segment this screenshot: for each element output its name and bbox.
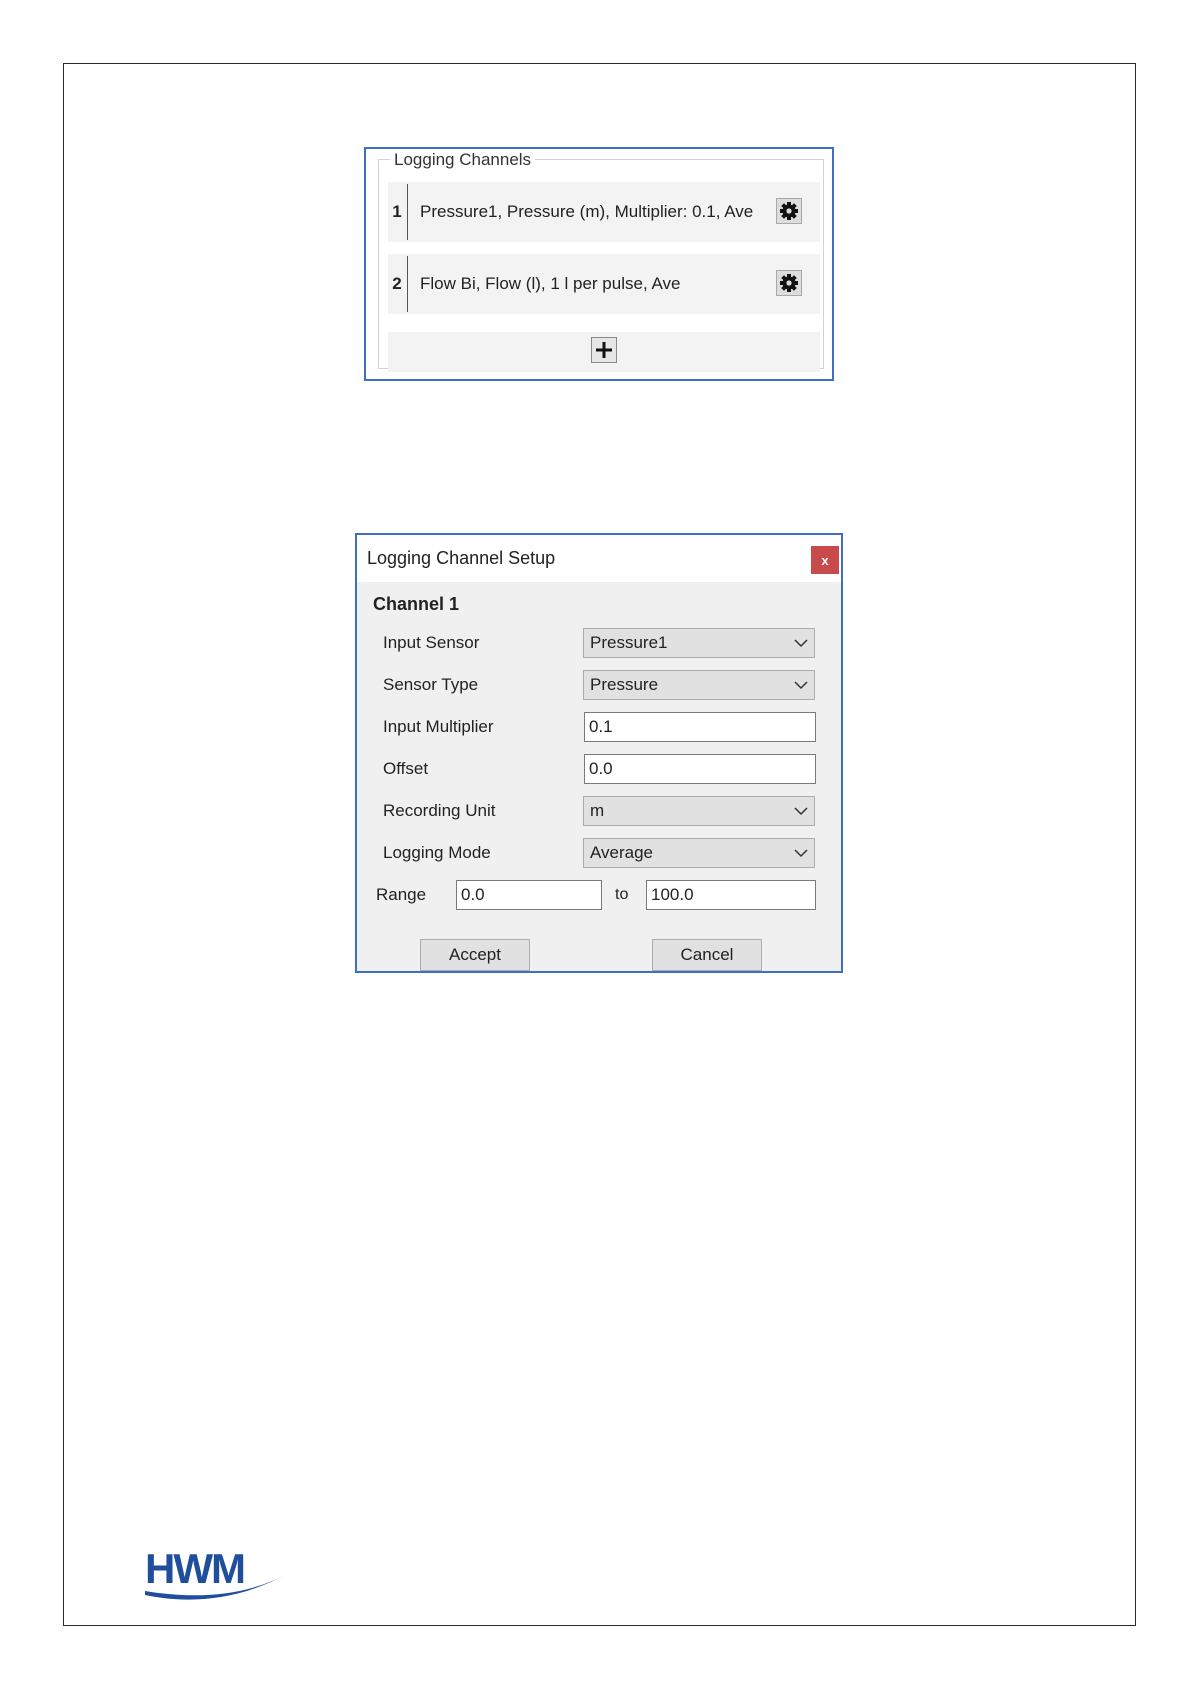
channel-row-2[interactable] bbox=[388, 254, 820, 314]
chevron-down-icon bbox=[794, 679, 808, 691]
gear-icon bbox=[779, 273, 799, 293]
logging-channel-setup-dialog bbox=[355, 533, 843, 973]
recording-unit-label: Recording Unit bbox=[383, 801, 496, 820]
channel-settings-button[interactable] bbox=[776, 198, 802, 224]
channel-description: Pressure1, Pressure (m), Multiplier: 0.1, Ave bbox=[420, 202, 754, 221]
recording-unit-value: m bbox=[590, 801, 605, 820]
chevron-down-icon bbox=[794, 805, 808, 817]
range-from-field[interactable] bbox=[456, 880, 602, 910]
range-label: Range bbox=[376, 885, 427, 904]
input-sensor-select[interactable] bbox=[583, 628, 815, 658]
add-channel-row bbox=[388, 332, 820, 372]
cancel-button[interactable]: Cancel bbox=[652, 939, 762, 971]
logging-channels-legend: Logging Channels bbox=[390, 151, 535, 169]
gear-icon bbox=[779, 201, 799, 221]
sensor-type-select[interactable] bbox=[583, 670, 815, 700]
channel-description: Flow Bi, Flow (l), 1 l per pulse, Ave bbox=[420, 274, 681, 293]
close-button[interactable]: x bbox=[811, 546, 839, 574]
input-sensor-value: Pressure1 bbox=[590, 633, 668, 652]
recording-unit-select[interactable] bbox=[583, 796, 815, 826]
logging-channels-group bbox=[378, 150, 824, 369]
offset-label: Offset bbox=[383, 759, 429, 778]
chevron-down-icon bbox=[794, 847, 808, 859]
input-multiplier-field[interactable] bbox=[584, 712, 816, 742]
logging-channels-panel bbox=[364, 147, 834, 381]
accept-button[interactable]: Accept bbox=[420, 939, 530, 971]
dialog-titlebar bbox=[357, 535, 841, 582]
offset-field[interactable] bbox=[584, 754, 816, 784]
logging-mode-select[interactable] bbox=[583, 838, 815, 868]
chevron-down-icon bbox=[794, 637, 808, 649]
add-channel-button[interactable] bbox=[591, 337, 617, 363]
channel-row-1[interactable] bbox=[388, 182, 820, 242]
hwm-logo bbox=[143, 1545, 293, 1605]
channel-number: 1 bbox=[392, 202, 402, 221]
channel-number: 2 bbox=[392, 274, 402, 293]
range-to-label: to bbox=[615, 886, 629, 903]
range-to-field[interactable] bbox=[646, 880, 816, 910]
input-sensor-label: Input Sensor bbox=[383, 633, 480, 652]
sensor-type-value: Pressure bbox=[590, 675, 659, 694]
sensor-type-label: Sensor Type bbox=[383, 675, 479, 694]
channel-settings-button[interactable] bbox=[776, 270, 802, 296]
logging-mode-value: Average bbox=[590, 843, 654, 862]
row-separator bbox=[407, 256, 408, 312]
plus-icon bbox=[595, 341, 613, 359]
channel-heading: Channel 1 bbox=[373, 594, 460, 614]
dialog-title: Logging Channel Setup bbox=[367, 548, 556, 568]
input-multiplier-label: Input Multiplier bbox=[383, 717, 494, 736]
logging-mode-label: Logging Mode bbox=[383, 843, 491, 862]
row-separator bbox=[407, 184, 408, 240]
logo-text: HWM bbox=[145, 1545, 244, 1592]
